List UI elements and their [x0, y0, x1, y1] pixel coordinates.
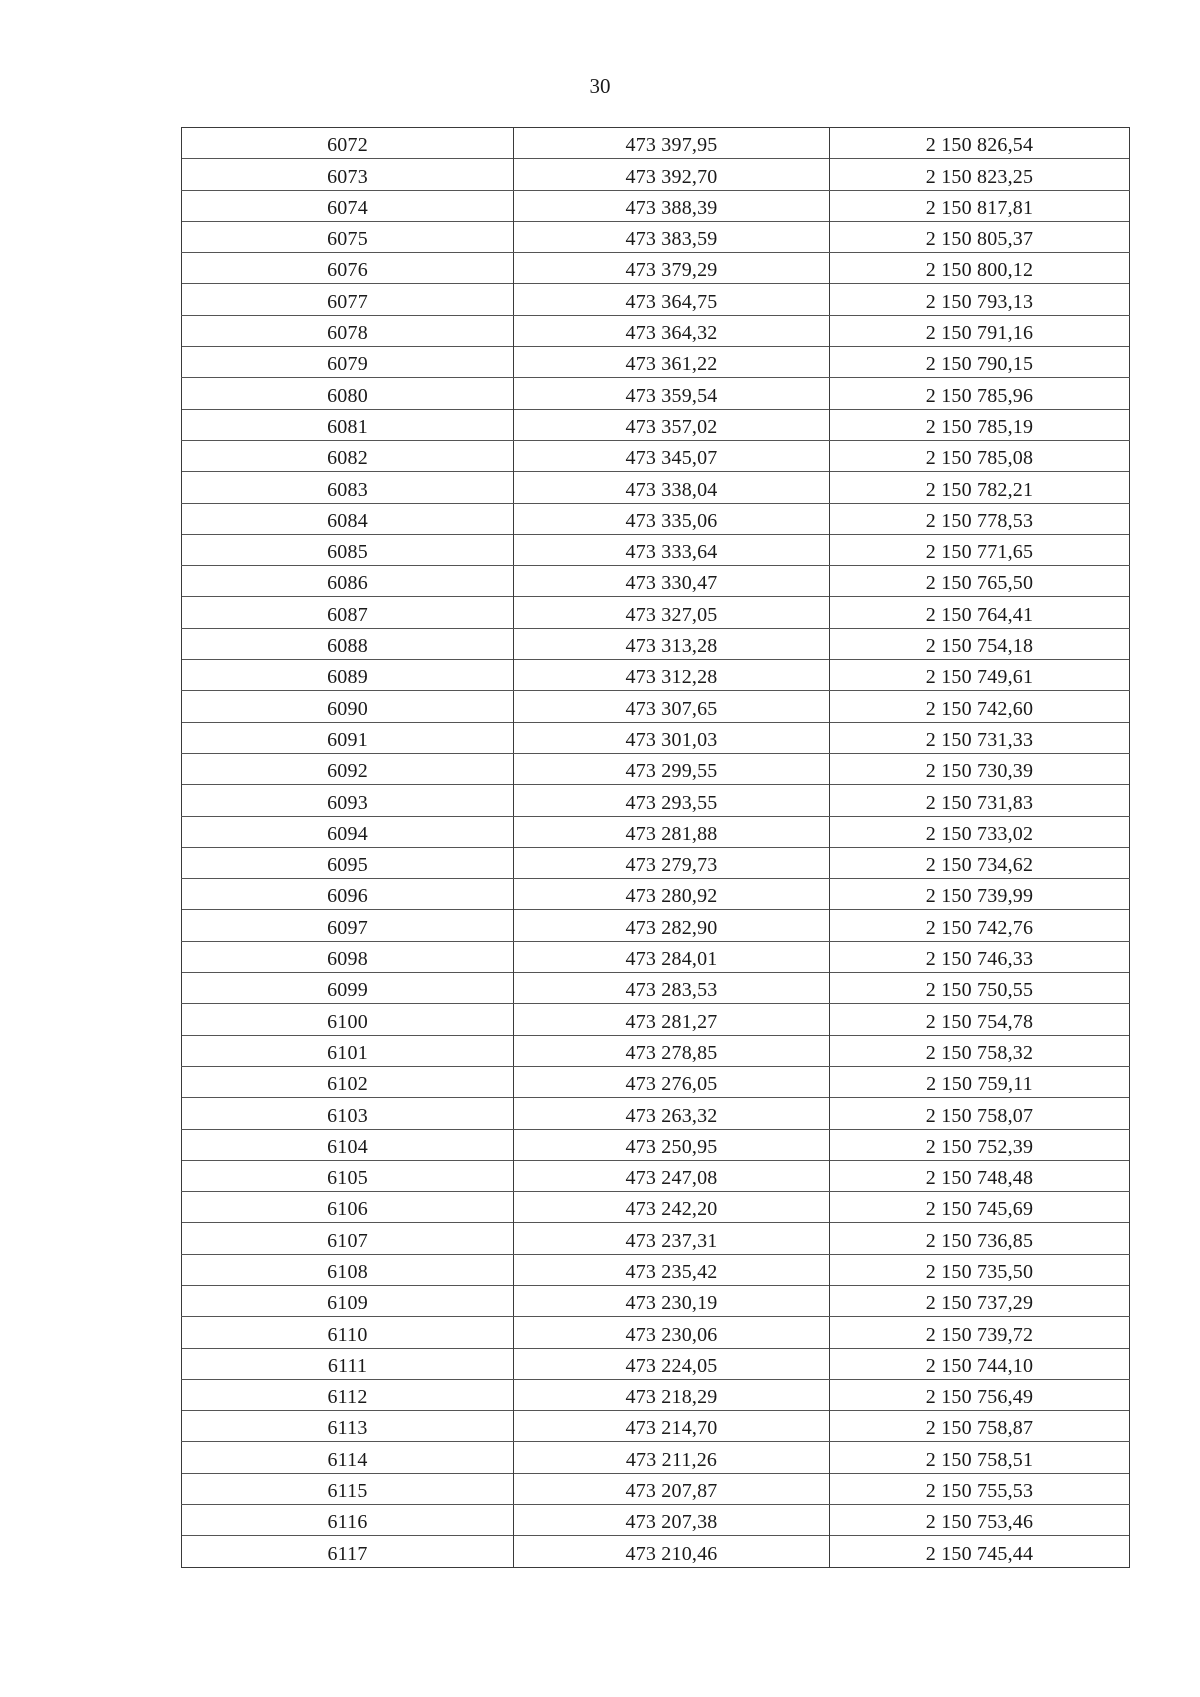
x-coordinate-cell: 473 338,04	[514, 472, 830, 503]
table-row	[182, 1192, 1130, 1223]
y-coordinate-cell: 2 150 759,11	[830, 1066, 1130, 1097]
table-row	[182, 190, 1130, 221]
y-coordinate-cell: 2 150 758,87	[830, 1411, 1130, 1442]
table-row	[182, 409, 1130, 440]
table-row	[182, 941, 1130, 972]
y-coordinate-cell: 2 150 800,12	[830, 253, 1130, 284]
point-number-cell: 6075	[182, 221, 514, 252]
point-number-cell: 6097	[182, 910, 514, 941]
x-coordinate-cell: 473 279,73	[514, 847, 830, 878]
table-row	[182, 1066, 1130, 1097]
table-row	[182, 284, 1130, 315]
x-coordinate-cell: 473 242,20	[514, 1192, 830, 1223]
x-coordinate-cell: 473 313,28	[514, 628, 830, 659]
table-row	[182, 1129, 1130, 1160]
x-coordinate-cell: 473 357,02	[514, 409, 830, 440]
x-coordinate-cell: 473 281,27	[514, 1004, 830, 1035]
table-row	[182, 128, 1130, 159]
point-number-cell: 6099	[182, 973, 514, 1004]
x-coordinate-cell: 473 301,03	[514, 722, 830, 753]
x-coordinate-cell: 473 361,22	[514, 347, 830, 378]
point-number-cell: 6094	[182, 816, 514, 847]
x-coordinate-cell: 473 282,90	[514, 910, 830, 941]
page-number: 30	[589, 74, 611, 98]
table-row	[182, 816, 1130, 847]
table-row	[182, 1098, 1130, 1129]
x-coordinate-cell: 473 278,85	[514, 1035, 830, 1066]
y-coordinate-cell: 2 150 785,19	[830, 409, 1130, 440]
point-number-cell: 6074	[182, 190, 514, 221]
coordinates-table	[181, 127, 1130, 1568]
x-coordinate-cell: 473 224,05	[514, 1348, 830, 1379]
x-coordinate-cell: 473 207,38	[514, 1505, 830, 1536]
x-coordinate-cell: 473 211,26	[514, 1442, 830, 1473]
coordinates-table-body	[182, 128, 1130, 1568]
y-coordinate-cell: 2 150 733,02	[830, 816, 1130, 847]
y-coordinate-cell: 2 150 785,08	[830, 440, 1130, 471]
y-coordinate-cell: 2 150 753,46	[830, 1505, 1130, 1536]
x-coordinate-cell: 473 280,92	[514, 879, 830, 910]
x-coordinate-cell: 473 383,59	[514, 221, 830, 252]
x-coordinate-cell: 473 235,42	[514, 1254, 830, 1285]
x-coordinate-cell: 473 388,39	[514, 190, 830, 221]
y-coordinate-cell: 2 150 739,99	[830, 879, 1130, 910]
x-coordinate-cell: 473 335,06	[514, 503, 830, 534]
point-number-cell: 6098	[182, 941, 514, 972]
y-coordinate-cell: 2 150 754,78	[830, 1004, 1130, 1035]
table-row	[182, 1348, 1130, 1379]
y-coordinate-cell: 2 150 756,49	[830, 1379, 1130, 1410]
y-coordinate-cell: 2 150 742,76	[830, 910, 1130, 941]
table-row	[182, 503, 1130, 534]
table-row	[182, 753, 1130, 784]
table-row	[182, 440, 1130, 471]
point-number-cell: 6113	[182, 1411, 514, 1442]
y-coordinate-cell: 2 150 758,32	[830, 1035, 1130, 1066]
x-coordinate-cell: 473 214,70	[514, 1411, 830, 1442]
y-coordinate-cell: 2 150 746,33	[830, 941, 1130, 972]
point-number-cell: 6073	[182, 159, 514, 190]
point-number-cell: 6107	[182, 1223, 514, 1254]
point-number-cell: 6115	[182, 1473, 514, 1504]
y-coordinate-cell: 2 150 737,29	[830, 1285, 1130, 1316]
y-coordinate-cell: 2 150 731,83	[830, 785, 1130, 816]
point-number-cell: 6085	[182, 534, 514, 565]
table-row	[182, 378, 1130, 409]
table-row	[182, 1160, 1130, 1191]
point-number-cell: 6109	[182, 1285, 514, 1316]
table-row	[182, 879, 1130, 910]
y-coordinate-cell: 2 150 758,07	[830, 1098, 1130, 1129]
x-coordinate-cell: 473 207,87	[514, 1473, 830, 1504]
point-number-cell: 6089	[182, 660, 514, 691]
x-coordinate-cell: 473 293,55	[514, 785, 830, 816]
y-coordinate-cell: 2 150 739,72	[830, 1317, 1130, 1348]
y-coordinate-cell: 2 150 731,33	[830, 722, 1130, 753]
x-coordinate-cell: 473 230,19	[514, 1285, 830, 1316]
point-number-cell: 6106	[182, 1192, 514, 1223]
y-coordinate-cell: 2 150 791,16	[830, 315, 1130, 346]
table-row	[182, 691, 1130, 722]
table-row	[182, 221, 1130, 252]
y-coordinate-cell: 2 150 749,61	[830, 660, 1130, 691]
point-number-cell: 6078	[182, 315, 514, 346]
point-number-cell: 6083	[182, 472, 514, 503]
x-coordinate-cell: 473 379,29	[514, 253, 830, 284]
table-row	[182, 1223, 1130, 1254]
point-number-cell: 6080	[182, 378, 514, 409]
point-number-cell: 6095	[182, 847, 514, 878]
x-coordinate-cell: 473 312,28	[514, 660, 830, 691]
point-number-cell: 6092	[182, 753, 514, 784]
x-coordinate-cell: 473 210,46	[514, 1536, 830, 1567]
table-row	[182, 785, 1130, 816]
point-number-cell: 6081	[182, 409, 514, 440]
point-number-cell: 6101	[182, 1035, 514, 1066]
point-number-cell: 6114	[182, 1442, 514, 1473]
table-row	[182, 1317, 1130, 1348]
table-row	[182, 315, 1130, 346]
table-row	[182, 566, 1130, 597]
y-coordinate-cell: 2 150 730,39	[830, 753, 1130, 784]
table-row	[182, 1536, 1130, 1567]
point-number-cell: 6072	[182, 128, 514, 159]
table-row	[182, 847, 1130, 878]
point-number-cell: 6093	[182, 785, 514, 816]
y-coordinate-cell: 2 150 823,25	[830, 159, 1130, 190]
x-coordinate-cell: 473 247,08	[514, 1160, 830, 1191]
x-coordinate-cell: 473 218,29	[514, 1379, 830, 1410]
y-coordinate-cell: 2 150 736,85	[830, 1223, 1130, 1254]
x-coordinate-cell: 473 359,54	[514, 378, 830, 409]
table-row	[182, 534, 1130, 565]
x-coordinate-cell: 473 333,64	[514, 534, 830, 565]
point-number-cell: 6105	[182, 1160, 514, 1191]
y-coordinate-cell: 2 150 790,15	[830, 347, 1130, 378]
x-coordinate-cell: 473 237,31	[514, 1223, 830, 1254]
y-coordinate-cell: 2 150 754,18	[830, 628, 1130, 659]
x-coordinate-cell: 473 299,55	[514, 753, 830, 784]
table-row	[182, 628, 1130, 659]
y-coordinate-cell: 2 150 755,53	[830, 1473, 1130, 1504]
point-number-cell: 6082	[182, 440, 514, 471]
point-number-cell: 6100	[182, 1004, 514, 1035]
x-coordinate-cell: 473 364,75	[514, 284, 830, 315]
table-row	[182, 1442, 1130, 1473]
table-row	[182, 1411, 1130, 1442]
x-coordinate-cell: 473 281,88	[514, 816, 830, 847]
table-row	[182, 472, 1130, 503]
y-coordinate-cell: 2 150 750,55	[830, 973, 1130, 1004]
point-number-cell: 6087	[182, 597, 514, 628]
y-coordinate-cell: 2 150 793,13	[830, 284, 1130, 315]
y-coordinate-cell: 2 150 758,51	[830, 1442, 1130, 1473]
y-coordinate-cell: 2 150 778,53	[830, 503, 1130, 534]
x-coordinate-cell: 473 327,05	[514, 597, 830, 628]
y-coordinate-cell: 2 150 765,50	[830, 566, 1130, 597]
x-coordinate-cell: 473 397,95	[514, 128, 830, 159]
table-row	[182, 722, 1130, 753]
table-row	[182, 1035, 1130, 1066]
point-number-cell: 6110	[182, 1317, 514, 1348]
y-coordinate-cell: 2 150 782,21	[830, 472, 1130, 503]
point-number-cell: 6112	[182, 1379, 514, 1410]
point-number-cell: 6077	[182, 284, 514, 315]
table-row	[182, 159, 1130, 190]
y-coordinate-cell: 2 150 785,96	[830, 378, 1130, 409]
y-coordinate-cell: 2 150 752,39	[830, 1129, 1130, 1160]
table-row	[182, 1285, 1130, 1316]
y-coordinate-cell: 2 150 771,65	[830, 534, 1130, 565]
x-coordinate-cell: 473 230,06	[514, 1317, 830, 1348]
x-coordinate-cell: 473 276,05	[514, 1066, 830, 1097]
y-coordinate-cell: 2 150 764,41	[830, 597, 1130, 628]
point-number-cell: 6103	[182, 1098, 514, 1129]
table-row	[182, 1505, 1130, 1536]
x-coordinate-cell: 473 392,70	[514, 159, 830, 190]
point-number-cell: 6079	[182, 347, 514, 378]
table-row	[182, 253, 1130, 284]
table-row	[182, 910, 1130, 941]
table-row	[182, 1473, 1130, 1504]
y-coordinate-cell: 2 150 805,37	[830, 221, 1130, 252]
point-number-cell: 6084	[182, 503, 514, 534]
y-coordinate-cell: 2 150 734,62	[830, 847, 1130, 878]
point-number-cell: 6117	[182, 1536, 514, 1567]
table-row	[182, 973, 1130, 1004]
point-number-cell: 6091	[182, 722, 514, 753]
y-coordinate-cell: 2 150 744,10	[830, 1348, 1130, 1379]
table-row	[182, 1379, 1130, 1410]
x-coordinate-cell: 473 284,01	[514, 941, 830, 972]
table-row	[182, 1254, 1130, 1285]
x-coordinate-cell: 473 345,07	[514, 440, 830, 471]
point-number-cell: 6086	[182, 566, 514, 597]
point-number-cell: 6104	[182, 1129, 514, 1160]
table-row	[182, 660, 1130, 691]
y-coordinate-cell: 2 150 826,54	[830, 128, 1130, 159]
y-coordinate-cell: 2 150 817,81	[830, 190, 1130, 221]
x-coordinate-cell: 473 364,32	[514, 315, 830, 346]
point-number-cell: 6102	[182, 1066, 514, 1097]
point-number-cell: 6111	[182, 1348, 514, 1379]
table-row	[182, 597, 1130, 628]
table-row	[182, 347, 1130, 378]
x-coordinate-cell: 473 250,95	[514, 1129, 830, 1160]
x-coordinate-cell: 473 307,65	[514, 691, 830, 722]
table-row	[182, 1004, 1130, 1035]
point-number-cell: 6088	[182, 628, 514, 659]
y-coordinate-cell: 2 150 735,50	[830, 1254, 1130, 1285]
point-number-cell: 6096	[182, 879, 514, 910]
point-number-cell: 6116	[182, 1505, 514, 1536]
x-coordinate-cell: 473 283,53	[514, 973, 830, 1004]
y-coordinate-cell: 2 150 745,44	[830, 1536, 1130, 1567]
point-number-cell: 6090	[182, 691, 514, 722]
point-number-cell: 6108	[182, 1254, 514, 1285]
x-coordinate-cell: 473 263,32	[514, 1098, 830, 1129]
y-coordinate-cell: 2 150 748,48	[830, 1160, 1130, 1191]
x-coordinate-cell: 473 330,47	[514, 566, 830, 597]
y-coordinate-cell: 2 150 745,69	[830, 1192, 1130, 1223]
point-number-cell: 6076	[182, 253, 514, 284]
y-coordinate-cell: 2 150 742,60	[830, 691, 1130, 722]
